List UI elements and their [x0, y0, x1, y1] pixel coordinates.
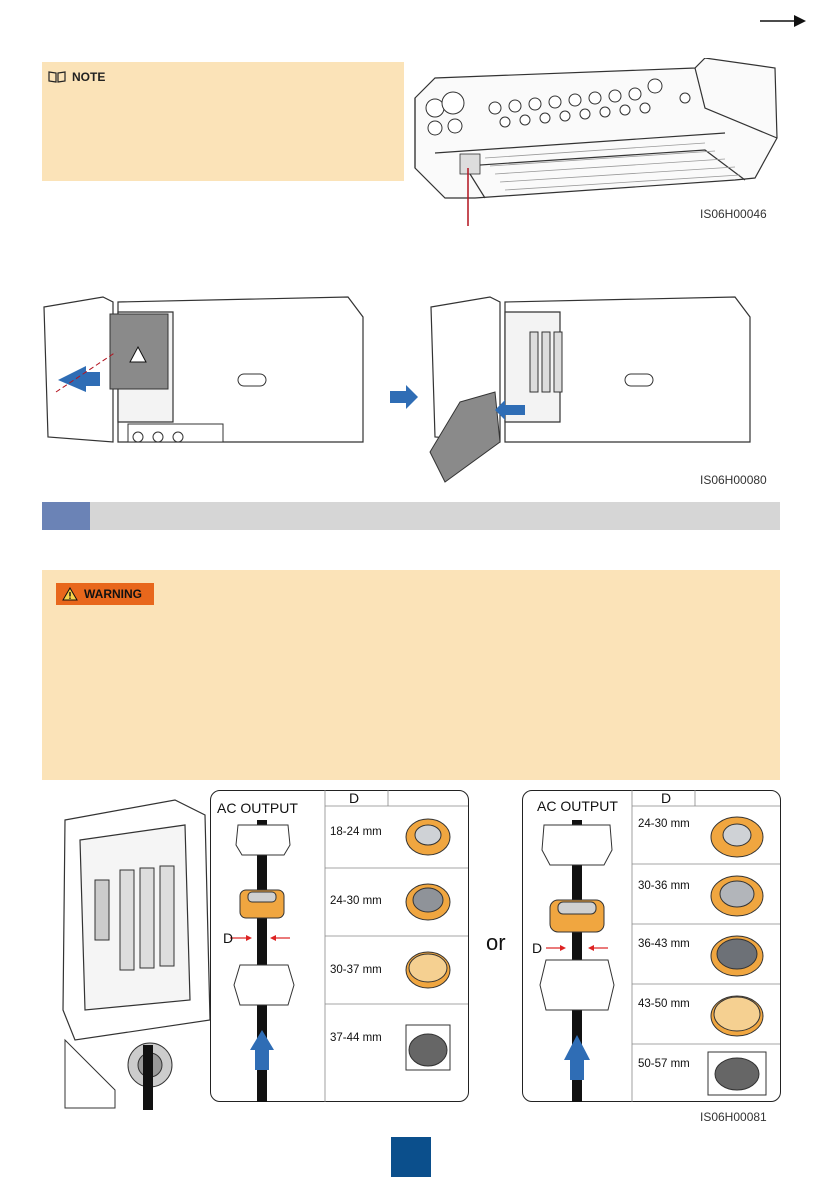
- warning-triangle-icon: [62, 587, 78, 601]
- wiring-compartment-illustration: [55, 790, 220, 1110]
- diameter-row: 24-30 mm: [330, 895, 382, 907]
- warning-badge: [56, 583, 154, 605]
- warning-label: WARNING: [84, 587, 142, 601]
- figure-id-3: IS06H00081: [700, 1110, 767, 1124]
- ac-output-title-right: AC OUTPUT: [537, 798, 618, 814]
- note-header: [48, 70, 105, 84]
- figure-id-2: IS06H00080: [700, 473, 767, 487]
- diameter-row: 36-43 mm: [638, 938, 690, 950]
- or-connector: or: [486, 930, 506, 955]
- book-icon: [48, 71, 66, 83]
- diameter-row: 50-57 mm: [638, 1058, 690, 1070]
- step-number-block: [42, 502, 90, 530]
- figure-id-1: IS06H00046: [700, 207, 767, 221]
- diameter-row: 18-24 mm: [330, 826, 382, 838]
- page-number-badge: [391, 1137, 431, 1177]
- d-column-header-right: D: [661, 790, 672, 806]
- note-label: NOTE: [72, 70, 106, 84]
- inverter-cover-left-illustration: [38, 292, 378, 472]
- inverter-cover-right-illustration: [425, 292, 775, 492]
- forward-arrow-icon: [758, 12, 808, 30]
- d-column-header-left: D: [349, 790, 360, 806]
- diameter-row: 37-44 mm: [330, 1032, 382, 1044]
- diameter-row: 24-30 mm: [638, 818, 690, 830]
- fitting-stack-right: [540, 820, 614, 1102]
- ac-output-title-left: AC OUTPUT: [217, 800, 298, 816]
- diameter-row: 43-50 mm: [638, 998, 690, 1010]
- step-bar: [42, 502, 780, 530]
- seal-rings-left: [406, 819, 450, 1070]
- seal-rings-right: [708, 817, 766, 1095]
- diameter-row: 30-36 mm: [638, 880, 690, 892]
- d-label-right: D: [532, 940, 543, 956]
- next-step-arrow-icon: [390, 385, 420, 409]
- diameter-row: 30-37 mm: [330, 964, 382, 976]
- fitting-stack-left: [230, 820, 294, 1102]
- d-label-left: D: [223, 930, 234, 946]
